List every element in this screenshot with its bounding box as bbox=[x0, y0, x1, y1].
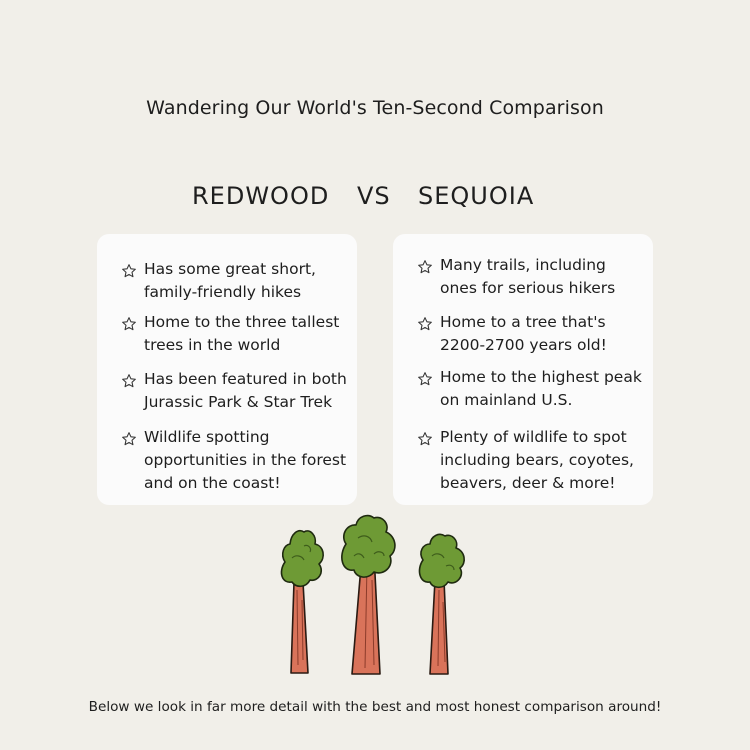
trees-illustration bbox=[270, 510, 480, 680]
list-item-text: Home to a tree that's 2200-2700 years old! bbox=[440, 313, 607, 354]
list-item-text: Has been featured in both Jurassic Park & Star Trek bbox=[144, 370, 347, 411]
star-icon bbox=[417, 316, 433, 332]
list-item bbox=[417, 311, 643, 357]
list-item bbox=[121, 368, 347, 414]
list-item-text: Has some great short, family-friendly hikes bbox=[144, 260, 316, 301]
star-icon bbox=[417, 431, 433, 447]
star-icon bbox=[121, 263, 137, 279]
star-icon bbox=[121, 316, 137, 332]
page-title: Wandering Our World's Ten-Second Comparison bbox=[146, 97, 604, 119]
tree-icon bbox=[419, 534, 464, 674]
list-item bbox=[417, 426, 643, 495]
heading-vs: VS bbox=[357, 182, 391, 210]
heading-redwood: REDWOOD bbox=[192, 182, 330, 210]
star-icon bbox=[417, 371, 433, 387]
list-item bbox=[417, 254, 643, 300]
redwood-card bbox=[97, 234, 357, 505]
list-item bbox=[121, 426, 347, 495]
list-item bbox=[121, 311, 347, 357]
tree-icon bbox=[342, 516, 395, 674]
heading-sequoia: SEQUOIA bbox=[418, 182, 535, 210]
list-item-text: Home to the three tallest trees in the world bbox=[144, 313, 340, 354]
star-icon bbox=[417, 259, 433, 275]
list-item-text: Many trails, including ones for serious hikers bbox=[440, 256, 616, 297]
list-item-text: Wildlife spotting opportunities in the forest and on the coast! bbox=[144, 428, 347, 492]
star-icon bbox=[121, 373, 137, 389]
list-item bbox=[121, 258, 347, 304]
list-item-text: Home to the highest peak on mainland U.S. bbox=[440, 368, 642, 409]
sequoia-card bbox=[393, 234, 653, 505]
footer-text: Below we look in far more detail with the best and most honest comparison around! bbox=[88, 699, 662, 715]
star-icon bbox=[121, 431, 137, 447]
list-item-text: Plenty of wildlife to spot including bears, coyotes, beavers, deer & more! bbox=[440, 428, 634, 492]
tree-icon bbox=[281, 531, 323, 673]
list-item bbox=[417, 366, 643, 412]
